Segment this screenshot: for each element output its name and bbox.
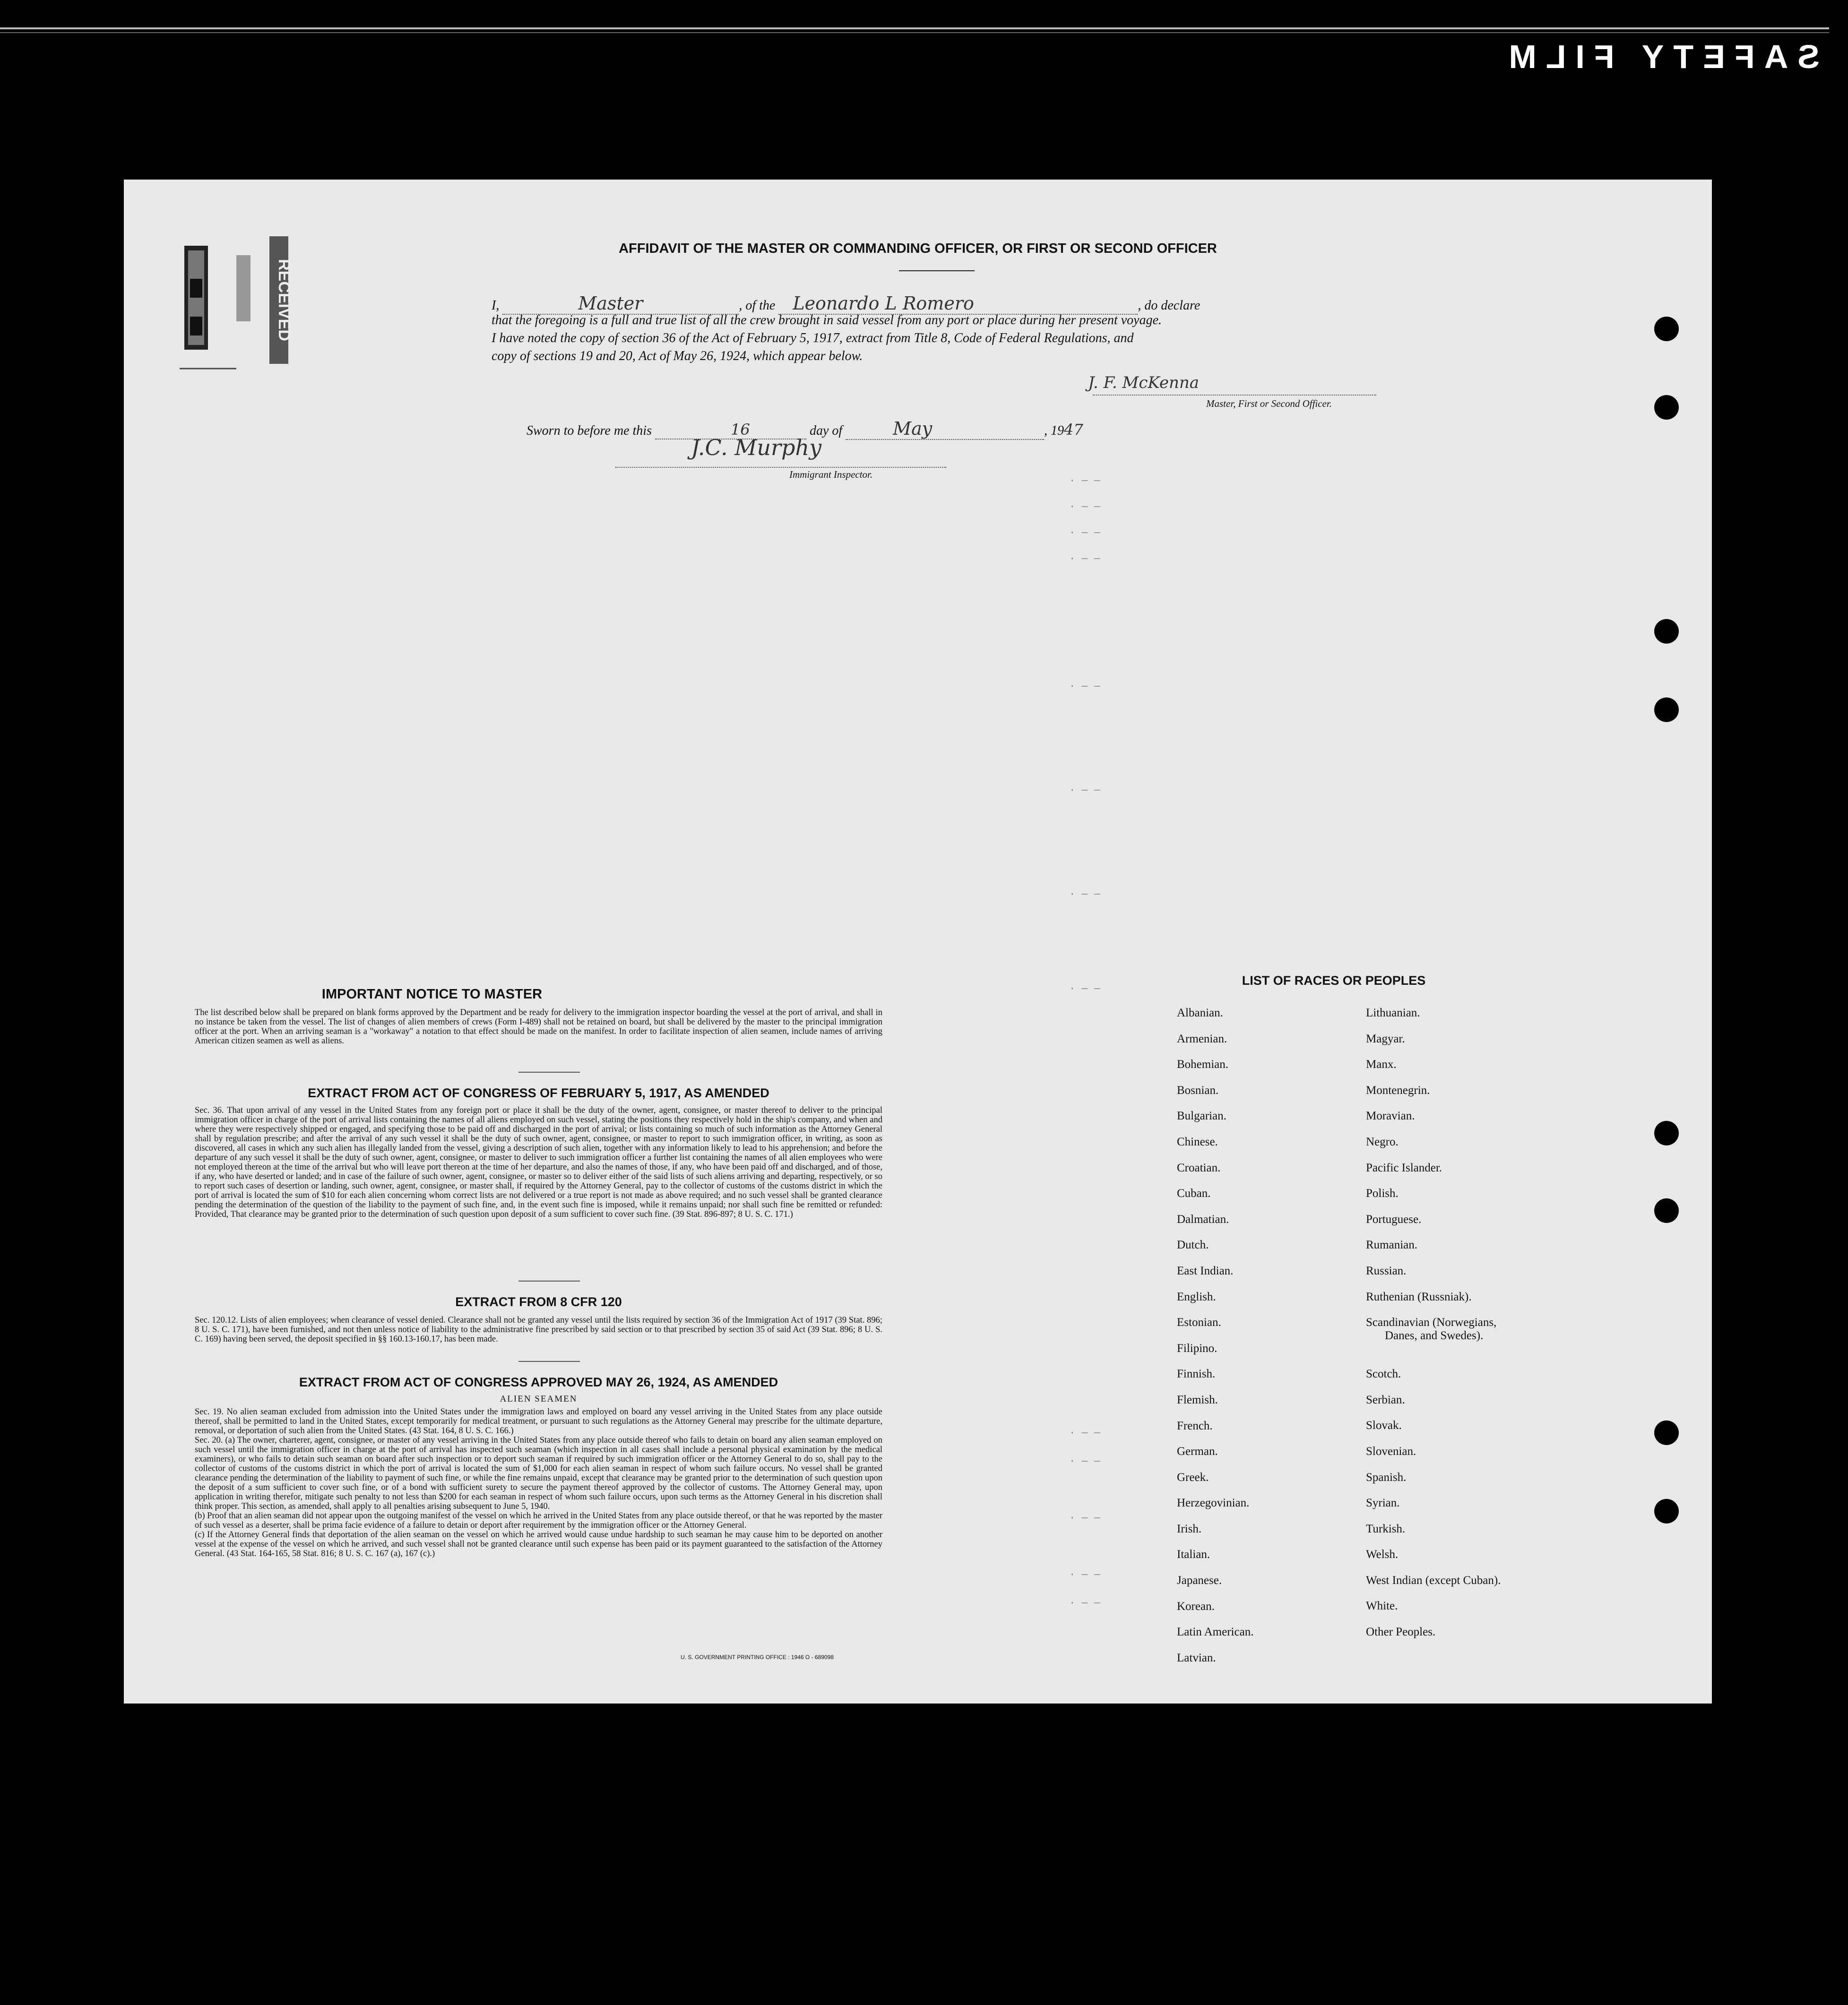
printer-imprint: U. S. GOVERNMENT PRINTING OFFICE : 1946 O - 689098	[681, 1654, 834, 1661]
race-item: Danes, and Swedes).	[1385, 1329, 1484, 1342]
stamp-text: RECEIVED	[275, 259, 293, 341]
punch-hole-icon	[1654, 697, 1679, 722]
signature-label: Master, First or Second Officer.	[1206, 398, 1332, 409]
extract-1924-body	[195, 1407, 882, 1558]
race-item: Turkish.	[1366, 1522, 1406, 1535]
race-item: Finnish.	[1177, 1368, 1216, 1381]
rank-field: Master	[502, 293, 739, 315]
punch-hole-icon	[1654, 619, 1679, 644]
sworn-year: 47	[1064, 421, 1083, 439]
affidavit-title: AFFIDAVIT OF THE MASTER OR COMMANDING OFFICER, OR FIRST OR SECOND OFFICER	[619, 241, 1217, 256]
race-item: Chinese.	[1177, 1135, 1218, 1148]
race-item: Dutch.	[1177, 1239, 1209, 1252]
race-item: West Indian (except Cuban).	[1366, 1574, 1501, 1587]
inspector-signature: J.C. Murphy	[691, 435, 822, 460]
section-divider	[518, 1361, 580, 1362]
race-item: Polish.	[1366, 1187, 1399, 1200]
film-edge-marking	[922, 38, 1820, 76]
race-item: Magyar.	[1366, 1032, 1405, 1045]
race-item: Herzegovinian.	[1177, 1497, 1250, 1510]
race-item: Latin American.	[1177, 1626, 1254, 1639]
race-item: English.	[1177, 1290, 1216, 1303]
race-item: Portuguese.	[1366, 1213, 1422, 1226]
sec20a-paragraph: Sec. 20. (a) The owner, charterer, agent, consignee, or master of any vessel arriving in the United States from any place outside thereof who fails to detain on board any alien seaman employed on such vessel until the immigration officer in charge at the port of arrival has inspected such seaman (which inspection in all cases shall include a personal physical examination by the medical examiners), or who fails to detain such seaman on board after such inspection or to deport such seaman if required by such immigration officer or the Attorney General to do so, shall pay to the collector of customs of the customs district in which the port of arrival is located the sum of $1,000 for each alien seaman in respect of whom such failure occurs. No vessel shall be granted clearance pending the determination of the liability to payment of such fine, or while the fine remains unpaid, except that clearance may be granted prior to the determination of such question upon the deposit of a sum sufficient to cover such fine, or of a bond with sufficient surety to secure the payment thereof approved by the collector of customs. The Attorney General may, upon application in writing therefor, mitigate such penalty to not less than $200 for each seaman in respect of whom such failure occurs, upon such terms as the Attorney General in his discretion shall think proper. This section, as amended, shall apply to all penalties arising subsequent to June 5, 1940.	[195, 1436, 882, 1511]
race-item: Estonian.	[1177, 1316, 1221, 1329]
race-item: Armenian.	[1177, 1032, 1227, 1045]
affidavit-line4: copy of sections 19 and 20, Act of May 26, 1924, which appear below.	[492, 349, 863, 363]
affidavit-line3: I have noted the copy of section 36 of the Act of February 5, 1917, extract from Title 8, Code of Federal Regulations, and	[492, 331, 1134, 345]
race-item: Italian.	[1177, 1548, 1210, 1561]
film-edge-line-secondary	[0, 32, 1829, 33]
affidavit-line1	[492, 293, 1200, 315]
film-edge-text: SAFETY FILM	[1499, 38, 1820, 75]
race-item: White.	[1366, 1600, 1398, 1613]
race-item: Bulgarian.	[1177, 1110, 1226, 1123]
races-column-2	[1366, 1000, 1501, 1645]
race-item: Welsh.	[1366, 1548, 1399, 1561]
punch-hole-icon	[1654, 1420, 1679, 1445]
race-item: Latvian.	[1177, 1651, 1216, 1664]
inspector-label: Immigrant Inspector.	[789, 469, 873, 480]
races-title: LIST OF RACES OR PEOPLES	[1242, 973, 1426, 988]
race-item: Bohemian.	[1177, 1058, 1229, 1071]
document-page: RECEIVED AFFIDAVIT OF THE MASTER OR COMMANDING OFFICER, OR FIRST OR SECOND OFFICER I, Master , of the Leonardo L Romero , do declare that the foregoing is a full and true list of all the crew brought in said vessel from any port or place during her present voyage. I have noted the copy of section 36 of the Act of February 5, 1917, extract from Title 8, Code of Federal Regulations, and copy of sections 19 and 20, Act of May 26, 1924, which appear below. J. F. McKenna Master, First or Second Officer. Sworn to before me this 16 day of May , 1947 J.C. Murphy Immigrant Inspector. · — — · — — · — — · — — · — — · — — · — — · — — · — — · — — · — — · — — · — — IMPORTANT NOTICE TO MASTER The list described below shall be prepared on blank forms approved by the Department and be ready for delivery to the immigration inspector boarding the vessel at the port of arrival, and shall in no instance be taken from the vessel. The list of changes of alien members of crews (Form I-489) shall not be retained on board, but shall be delivered by the master to the principal immigration officer at the port. When an arriving seaman is a "workaway" a notation to that effect should be made on the manifest. In order to facilitate inspection of alien seamen, include names of arriving American citizen seamen as well as aliens. EXTRACT FROM ACT OF CONGRESS OF FEBRUARY 5, 1917, AS AMENDED Sec. 36. That upon arrival of any vessel in the United States from any foreign port or place it shall be the duty of the owner, agent, consignee, or master thereof to deliver to the principal immigration officer in charge of the port of arrival lists containing the names of all aliens employed on such vessel, stating the positions they respectively hold in the ship's company, and when and where they were respectively shipped or engaged, and specifying those to be paid off and discharged in the port of arrival; or lists containing so much of such information as the Attorney General shall by regulation prescribe; and after the arrival of any such vessel it shall be the duty of such owner, agent, consignee, or master to report to such immigration officer, in writing, as soon as discovered, all cases in which any such alien has illegally landed from the vessel, giving a description of such alien, together with any information likely to lead to his apprehension; and before the departure of any such vessel it shall be the duty of such owner, agent, consignee, or master to deliver to such immigration officer a further list containing the names of all alien employees who were not employed thereon at the time of the arrival but who will leave port thereon at the time of her departure, and also the names of those, if any, who have been paid off and discharged, and of those, if any, who have deserted or landed; and in case of the failure of such owner, agent, consignee, or master so to deliver either of the said lists of such aliens arriving and departing, respectively, or so to report such cases of desertion or landing, such owner, agent, consignee, or master shall, if required by the Attorney General, pay to the collector of customs of the customs district in which the port of arrival is located the sum of $10 for each alien concerning whom correct lists are not delivered or a true report is not made as above required; and no such vessel shall be granted clearance pending the determination of the question of the liability to the payment of such fine, and, in the event such fine is imposed, while it remains unpaid; nor shall such fine be remitted or refunded: Provided, That clearance may be granted prior to the determination of such question upon deposit of a sum sufficient to cover such fine. (39 Stat. 896-897; 8 U. S. C. 171.) EXTRACT FROM 8 CFR 120 Sec. 120.12. Lists of alien employees; when clearance of vessel denied. Clearance shall not be granted any vessel until the lists required by section 36 of the Immigration Act of 1917 (39 Stat. 896; 8 U. S. C. 171), have been furnished, and not then unless notice of liability to the administrative fine prescribed by said section or to that prescribed by section 35 of said Act (39 Stat. 896; 8 U. S. C. 169) having been served, the deposit specified in §§ 160.13-160.17, has been made. EXTRACT FROM ACT OF CONGRESS APPROVED MAY 26, 1924, AS AMENDED ALIEN SEAMEN Sec. 19. No alien seaman excluded from admission into the United States under the immigration laws and employed on board any vessel arriving in the United States from any place outside thereof, shall be permitted to land in the United States, except temporarily for medical treatment, or pursuant to such regulations as the Attorney General may prescribe for the ultimate departure, removal, or deportation of such alien from the United States. (43 Stat. 164, 8 U. S. C. 166.) Sec. 20. (a) The owner, charterer, agent, consignee, or master of any vessel arriving in the United States from any place outside thereof who fails to detain on board any alien seaman employed on such vessel until the immigration officer in charge at the port of arrival has inspected such seaman (which inspection in all cases shall include a personal physical examination by the medical examiners), or who fails to detain such seaman on board after such inspection or to deport such seaman if required by such immigration officer or the Attorney General to do so, shall pay to the collector of customs of the customs district in which the port of arrival is located the sum of $1,000 for each alien seaman in respect of whom such failure occurs. No vessel shall be granted clearance pending the determination of the liability to payment of such fine, or while the fine remains unpaid, except that clearance may be granted prior to the determination of such question upon the deposit of a sum sufficient to cover such fine, or of a bond with sufficient surety to secure the payment thereof approved by the collector of customs. The Attorney General may, upon application in writing therefor, mitigate such penalty to not less than $200 for each seaman in respect of whom such failure occurs, upon such terms as the Attorney General in his discretion shall think proper. This section, as amended, shall apply to all penalties arising subsequent to June 5, 1940. (b) Proof that an alien seaman did not appear upon the outgoing manifest of the vessel on which he arrived in the United States from any place outside thereof, or that he was reported by the master of such vessel as a deserter, shall be prima facie evidence of a failure to detain or deport after requirement by the immigration officer or the Attorney General. (c) If the Attorney General finds that deportation of the alien seaman on the vessel on which he arrived would cause undue hardship to such seaman he may cause him to be deported on another vessel at the expense of the vessel on which he arrived, and such vessel shall not be granted clearance until such expense has been paid or its payment guaranteed to the satisfaction of the Attorney General. (43 Stat. 164-165, 58 Stat. 816; 8 U. S. C. 167 (a), 167 (c).) U. S. GOVERNMENT PRINTING OFFICE : 1946 O - 689098 LIST OF RACES OR PEOPLES Albanian. Armenian. Bohemian. Bosnian. Bulgarian. Chinese. Croatian. Cuban. Dalmatian. Dutch. East Indian. English. Estonian. Filipino. Finnish. Flemish. French. German. Greek. Herzegovinian. Irish. Italian. Japanese. Korean. Latin American. Latvian. Lithuanian. Magyar. Manx. Montenegrin. Moravian. Negro. Pacific Islander. Polish. Portuguese. Rumanian. Russian. Ruthenian (Russniak). Scandinavian (Norwegians, Danes, and Swedes). Scotch. Serbian. Slovak. Slovenian. Spanish. Syrian. Turkish. Welsh. West Indian (except Cuban). White. Other Peoples.	[124, 180, 1712, 1704]
of-the-label: , of the	[739, 298, 776, 313]
race-item: Cuban.	[1177, 1187, 1211, 1200]
race-item: Syrian.	[1366, 1497, 1400, 1510]
race-item: Bosnian.	[1177, 1084, 1219, 1097]
sworn-prefix: Sworn to before me this	[527, 423, 652, 438]
punch-hole-icon	[1654, 317, 1679, 341]
race-item: Russian.	[1366, 1264, 1407, 1277]
race-item: Rumanian.	[1366, 1239, 1418, 1252]
race-item: Manx.	[1366, 1058, 1397, 1071]
punch-hole-icon	[1654, 1121, 1679, 1145]
race-item: Greek.	[1177, 1471, 1209, 1484]
races-column-1	[1177, 1000, 1253, 1671]
race-item: Montenegrin.	[1366, 1084, 1430, 1097]
race-item: Scandinavian (Norwegians,	[1366, 1316, 1497, 1329]
punch-hole-icon	[1654, 1499, 1679, 1523]
race-item: Moravian.	[1366, 1110, 1415, 1123]
race-item: Filipino.	[1177, 1342, 1218, 1355]
punch-hole-icon	[1654, 395, 1679, 420]
affidavit-line2: that the foregoing is a full and true list of all the crew brought in said vessel from any port or place during her present voyage.	[492, 313, 1162, 327]
affidavit-i: I,	[492, 298, 500, 313]
race-item: Pacific Islander.	[1366, 1161, 1442, 1174]
race-item: Irish.	[1177, 1522, 1202, 1535]
race-item: Lithuanian.	[1366, 1007, 1420, 1019]
race-item: Negro.	[1366, 1135, 1399, 1148]
race-item: Dalmatian.	[1177, 1213, 1229, 1226]
notice-title: IMPORTANT NOTICE TO MASTER	[321, 987, 543, 1002]
extract-cfr-body: Sec. 120.12. Lists of alien employees; when clearance of vessel denied. Clearance shall not be granted any vessel until the lists required by section 36 of the Immigration Act of 1917 (39 Stat. 896; 8 U. S. C. 171), have been furnished, and not then unless notice of liability to the administrative fine prescribed by said section or to that prescribed by section 35 of said Act (39 Stat. 896; 8 U. S. C. 169) having been served, the deposit specified in §§ 160.13-160.17, has been made.	[195, 1316, 882, 1344]
race-item: Albanian.	[1177, 1007, 1223, 1019]
race-item: Ruthenian (Russniak).	[1366, 1290, 1472, 1303]
race-item: Japanese.	[1177, 1574, 1222, 1587]
film-edge-line	[0, 27, 1829, 29]
signature-line	[1093, 395, 1376, 396]
extract-1924-title: EXTRACT FROM ACT OF CONGRESS APPROVED MAY 26, 1924, AS AMENDED	[299, 1375, 778, 1389]
year-prefix: , 19	[1044, 423, 1064, 438]
race-item: German.	[1177, 1445, 1218, 1458]
race-item: Korean.	[1177, 1600, 1215, 1613]
race-item: Other Peoples.	[1366, 1626, 1436, 1639]
race-item: Croatian.	[1177, 1161, 1221, 1174]
section-divider	[518, 1281, 580, 1282]
race-item: Slovenian.	[1366, 1445, 1416, 1458]
race-item: Spanish.	[1366, 1471, 1407, 1484]
extract-1917-title: EXTRACT FROM ACT OF CONGRESS OF FEBRUARY 5, 1917, AS AMENDED	[308, 1086, 769, 1100]
notice-body: The list described below shall be prepared on blank forms approved by the Department and be ready for delivery to the immigration inspector boarding the vessel at the port of arrival, and shall in no instance be taken from the vessel. The list of changes of alien members of crews (Form I-489) shall not be retained on board, but shall be delivered by the master to the principal immigration officer at the port. When an arriving seaman is a "workaway" a notation to that effect should be made on the manifest. In order to facilitate inspection of alien seamen, include names of arriving American citizen seamen as well as aliens.	[195, 1008, 882, 1046]
sworn-day: 16	[655, 421, 806, 439]
punch-hole-icon	[1654, 1198, 1679, 1223]
extract-cfr-title: EXTRACT FROM 8 CFR 120	[455, 1295, 622, 1309]
section-divider	[518, 1072, 580, 1073]
day-of-label: day of	[809, 423, 843, 438]
master-signature: J. F. McKenna	[1088, 373, 1200, 392]
received-stamp-icon	[180, 236, 302, 378]
sec19-paragraph: Sec. 19. No alien seaman excluded from admission into the United States under the immigration laws and employed on board any vessel arriving in the United States from any place outside thereof, shall be permitted to land in the United States, except temporarily for medical treatment, or pursuant to such regulations as the Attorney General may prescribe for the ultimate departure, removal, or deportation of such alien from the United States. (43 Stat. 164, 8 U. S. C. 166.)	[195, 1407, 882, 1436]
sec20c-paragraph: (c) If the Attorney General finds that deportation of the alien seaman on the vessel on which he arrived would cause undue hardship to such seaman he may cause him to be deported on another vessel at the expense of the vessel on which he arrived, and such vessel shall not be granted clearance until such expense has been paid or its payment guaranteed to the satisfaction of the Attorney General. (43 Stat. 164-165, 58 Stat. 816; 8 U. S. C. 167 (a), 167 (c).)	[195, 1530, 882, 1558]
race-item: French.	[1177, 1419, 1213, 1432]
vessel-name-field: Leonardo L Romero	[778, 293, 1138, 315]
race-item: Scotch.	[1366, 1368, 1401, 1381]
extract-1924-subtitle: ALIEN SEAMEN	[500, 1394, 578, 1404]
race-item: Serbian.	[1366, 1393, 1405, 1406]
race-item: Slovak.	[1366, 1419, 1402, 1432]
extract-1917-body: Sec. 36. That upon arrival of any vessel in the United States from any foreign port or place it shall be the duty of the owner, agent, consignee, or master thereof to deliver to the principal immigration officer in charge of the port of arrival lists containing the names of all aliens employed on such vessel, stating the positions they respectively hold in the ship's company, and when and where they were respectively shipped or engaged, and specifying those to be paid off and discharged in the port of arrival; or lists containing so much of such information as the Attorney General shall by regulation prescribe; and after the arrival of any such vessel it shall be the duty of such owner, agent, consignee, or master to report to such immigration officer, in writing, as soon as discovered, all cases in which any such alien has illegally landed from the vessel, giving a description of such alien, together with any information likely to lead to his apprehension; and before the departure of any such vessel it shall be the duty of such owner, agent, consignee, or master to deliver to such immigration officer a further list containing the names of all alien employees who were not employed thereon at the time of the arrival but who will leave port thereon at the time of her departure, and also the names of those, if any, who have been paid off and discharged, and of those, if any, who have deserted or landed; and in case of the failure of such owner, agent, consignee, or master so to deliver either of the said lists of such aliens arriving and departing, respectively, or so to report such cases of desertion or landing, such owner, agent, consignee, or master shall, if required by the Attorney General, pay to the collector of customs of the customs district in which the port of arrival is located the sum of $10 for each alien concerning whom correct lists are not delivered or a true report is not made as above required; and no such vessel shall be granted clearance pending the determination of the question of the liability to the payment of such fine, and, in the event such fine is imposed, while it remains unpaid; nor shall such fine be remitted or refunded: Provided, That clearance may be granted prior to the determination of such question upon deposit of a sum sufficient to cover such fine. (39 Stat. 896-897; 8 U. S. C. 171.)	[195, 1106, 882, 1219]
title-underline	[899, 270, 975, 271]
sec20b-paragraph: (b) Proof that an alien seaman did not appear upon the outgoing manifest of the vessel on which he arrived in the United States from any place outside thereof, or that he was reported by the master of such vessel as a deserter, shall be prima facie evidence of a failure to detain or deport after requirement by the immigration officer or the Attorney General.	[195, 1511, 882, 1530]
inspector-line	[615, 467, 946, 468]
race-item: East Indian.	[1177, 1264, 1234, 1277]
do-declare-label: , do declare	[1138, 298, 1200, 313]
sworn-month: May	[846, 418, 1044, 440]
race-item: Flemish.	[1177, 1393, 1218, 1406]
